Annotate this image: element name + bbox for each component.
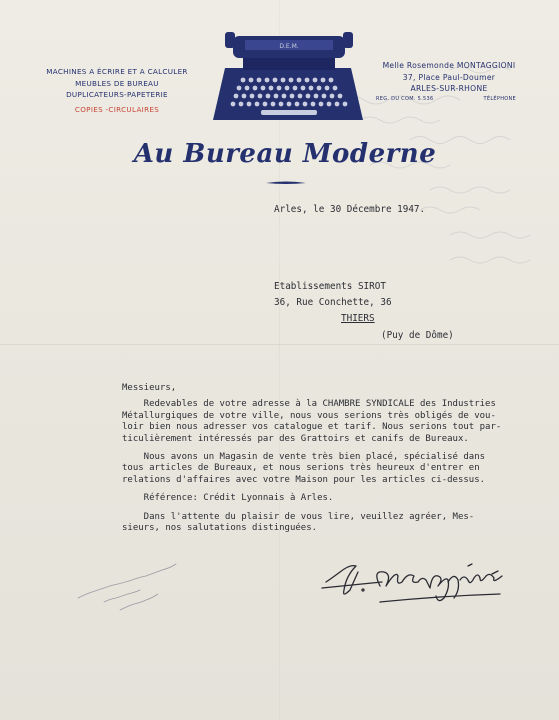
body-line: Redevables de votre adresse à la CHAMBRE SYNDICALE des Industries xyxy=(122,399,496,410)
recipient-name: Etablissements SIROT xyxy=(274,281,386,292)
body-line: ticulièrement intéressés par des Grattoirs et canifs de Bureaux. xyxy=(122,433,469,444)
letterhead-service-line: DUPLICATEURS-PAPETERIE xyxy=(66,90,168,99)
letter-body xyxy=(122,383,559,541)
recipient-street: 36, Rue Conchette, 36 xyxy=(274,297,392,308)
closing-line: sieurs, nos salutations distinguées. xyxy=(122,523,318,534)
recipient-city: THIERS xyxy=(341,313,375,324)
body-line: loir bien nous adresser vos catalogue et tarif. Nous serions tout par- xyxy=(122,422,502,433)
body-line: Nous avons un Magasin de vente très bien placé, spécialisé dans xyxy=(122,452,486,463)
typewriter-brand-label: D.E.M. xyxy=(279,43,299,50)
letterhead-contact xyxy=(364,60,534,104)
letterhead-copies-line: COPIES -CIRCULAIRES xyxy=(74,104,160,114)
letterhead-service-line: MEUBLES DE BUREAU xyxy=(75,78,159,88)
body-line: relations d'affaires avec votre Maison pour les articles ci-dessus. xyxy=(122,474,486,485)
letterhead-address: 37, Place Paul-Doumer xyxy=(402,72,496,82)
reference-line: Référence: Crédit Lyonnais à Arles. xyxy=(122,493,334,504)
brand-underline-flourish xyxy=(266,181,306,185)
typewriter-illustration xyxy=(203,28,365,128)
company-name: Au Bureau Moderne xyxy=(133,139,437,169)
pencil-marginal-note xyxy=(74,558,190,613)
body-line: tous articles de Bureaux, et nous serions très heureux d'entrer en xyxy=(122,463,480,474)
letterhead-services xyxy=(22,66,212,115)
letterhead-city: ARLES-SUR-RHONE xyxy=(410,84,488,93)
recipient-region: (Puy de Dôme) xyxy=(381,330,454,341)
closing-line: Dans l'attente du plaisir de vous lire, veuillez agréer, Mes- xyxy=(122,511,475,522)
letterhead-registry: REG. DU COM. 5.536 xyxy=(376,95,434,102)
letterhead-owner: Melle Rosemonde MONTAGGIONI xyxy=(382,61,516,70)
letterhead-registry-row xyxy=(364,95,534,104)
handwritten-signature xyxy=(318,552,528,608)
body-line: Métallurgiques de votre ville, nous vous serions très obligés de vou- xyxy=(122,410,496,421)
salutation: Messieurs, xyxy=(122,383,177,393)
letter-date: Arles, le 30 Décembre 1947. xyxy=(274,204,426,215)
letterhead-service-line: MACHINES A ÉCRIRE ET A CALCULER xyxy=(46,67,188,76)
letterhead-phone: TÉLÉPHONE xyxy=(483,95,516,102)
